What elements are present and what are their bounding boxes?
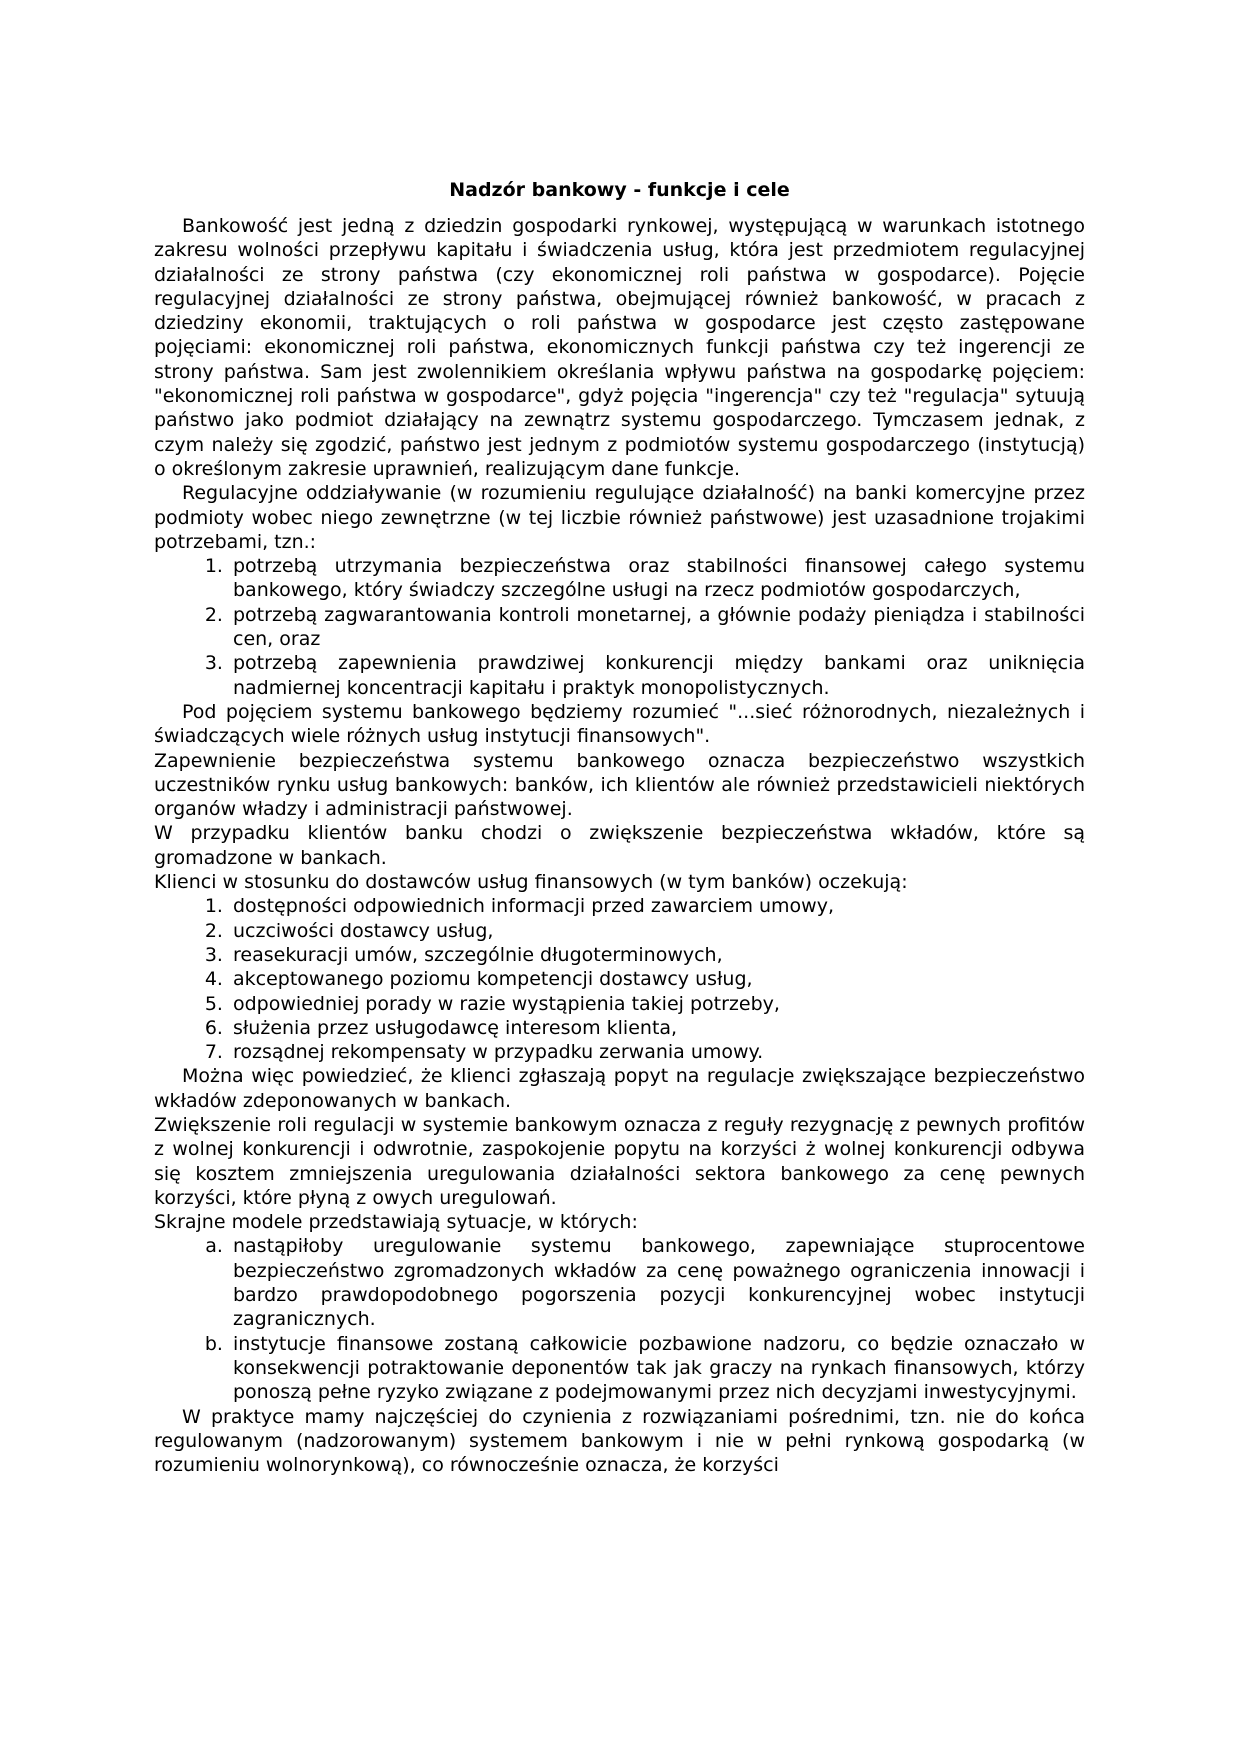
paragraph-demand-for-regulation: Można więc powiedzieć, że klienci zgłaszają popyt na regulacje zwiększające bezpieczeństwo wkładów zdeponowanych w bankach. bbox=[154, 1065, 1085, 1112]
list-item: 7. rozsądnej rekompensaty w przypadku zerwania umowy. bbox=[229, 1040, 1085, 1064]
list-item: a. nastąpiłoby uregulowanie systemu bankowego, zapewniające stuprocentowe bezpieczeństwo zgromadzonych wkładów za cenę poważnego ograniczenia innowacji i bardzo prawdopodobnego pogorszenia pozycji konkurencyjnej wobec instytucji zagranicznych. bbox=[229, 1234, 1085, 1331]
paragraph-client-expectations: Klienci w stosunku do dostawców usług finansowych (w tym banków) oczekują: bbox=[154, 871, 908, 894]
paragraph-extreme-models: Skrajne modele przedstawiają sytuacje, w których: bbox=[154, 1211, 638, 1234]
expectations-list bbox=[154, 894, 1085, 1064]
extreme-models-list bbox=[154, 1234, 1085, 1404]
paragraph-banking-intro: Bankowość jest jedną z dziedzin gospodarki rynkowej, występującą w warunkach istotnego zakresu wolności przepływu kapitału i świadczenia usług, która jest przedmiotem regulacyjnej działalności ze strony państwa (czy ekonomicznej roli państwa w gospodarce). Pojęcie regulacyjnej działalności ze strony państwa, obejmującej również bankowość, w pracach z dziedziny ekonomii, traktujących o roli państwa w gospodarce jest często zastępowane pojęciami: ekonomicznej roli państwa, ekonomicznych funkcji państwa czy też ingerencji ze strony państwa. Sam jest zwolennikiem określania wpływu państwa na gospodarkę pojęciem: "ekonomicznej roli państwa w gospodarce", gdyż pojęcia "ingerencja" czy też "regulacja" sytuują państwo jako podmiot działający na zewnątrz systemu gospodarczego. Tymczasem jednak, z czym należy się zgodzić, państwo jest jednym z podmiotów systemu gospodarczego (instytucją) o określonym zakresie uprawnień, realizującym dane funkcje. bbox=[154, 215, 1085, 480]
paragraph-banking-system-definition: Pod pojęciem systemu bankowego będziemy rozumieć "...sieć różnorodnych, niezależnych i świadczących wiele różnych usług instytucji finansowych". bbox=[154, 700, 1085, 748]
document-title: Nadzór bankowy - funkcje i cele bbox=[449, 179, 790, 201]
list-item: 4. akceptowanego poziomu kompetencji dostawcy usług, bbox=[229, 967, 1085, 991]
list-item: b. instytucje finansowe zostaną całkowicie pozbawione nadzoru, co będzie oznaczało w konsekwencji potraktowanie deponentów tak jak graczy na rynkach finansowych, którzy ponoszą pełne ryzyko związane z podejmowanymi przez nich decyzjami inwestycyjnymi. bbox=[229, 1332, 1085, 1405]
paragraph-regulatory-impact: Regulacyjne oddziaływanie (w rozumieniu regulujące działalność) na banki komercyjne przez podmioty wobec niego zewnętrzne (w tej liczbie również państwowe) jest uzasadnione trojakimi potrzebami, tzn.: bbox=[154, 482, 1085, 553]
list-item: 3. reasekuracji umów, szczególnie długoterminowych, bbox=[229, 943, 1085, 967]
document-page bbox=[154, 178, 1085, 1477]
list-item: 1. potrzebą utrzymania bezpieczeństwa oraz stabilności finansowej całego systemu bankowego, który świadczy szczególne usługi na rzecz podmiotów gospodarczych, bbox=[229, 554, 1085, 603]
needs-list bbox=[154, 554, 1085, 700]
paragraph-client-deposits: W przypadku klientów banku chodzi o zwiększenie bezpieczeństwa wkładów, które są gromadzone w bankach. bbox=[154, 822, 1085, 869]
paragraph-regulation-tradeoff: Zwiększenie roli regulacji w systemie bankowym oznacza z reguły rezygnację z pewnych profitów z wolnej konkurencji i odwrotnie, zaspokojenie popytu na korzyści ż wolnej konkurencji odbywa się kosztem zmniejszenia uregulowania działalności sektora bankowego za cenę pewnych korzyści, które płyną z owych uregulowań. bbox=[154, 1113, 1085, 1209]
paragraph-system-security: Zapewnienie bezpieczeństwa systemu bankowego oznacza bezpieczeństwo wszystkich uczestników rynku usług bankowych: banków, ich klientów ale również przedstawicieli niektórych organów władzy i administracji państwowej. bbox=[154, 749, 1085, 821]
list-item: 1. dostępności odpowiednich informacji przed zawarciem umowy, bbox=[229, 894, 1085, 918]
list-item: 2. uczciwości dostawcy usług, bbox=[229, 919, 1085, 943]
list-item: 2. potrzebą zagwarantowania kontroli monetarnej, a głównie podaży pieniądza i stabilności cen, oraz bbox=[229, 603, 1085, 652]
list-item: 5. odpowiedniej porady w razie wystąpienia takiej potrzeby, bbox=[229, 992, 1085, 1016]
paragraph-intermediate-solutions: W praktyce mamy najczęściej do czynienia z rozwiązaniami pośrednimi, tzn. nie do końca regulowanym (nadzorowanym) systemem bankowym i nie w pełni rynkową gospodarką (w rozumieniu wolnorynkową), co równocześnie oznacza, że korzyści bbox=[154, 1405, 1085, 1477]
list-item: 3. potrzebą zapewnienia prawdziwej konkurencji między bankami oraz uniknięcia nadmiernej koncentracji kapitału i praktyk monopolistycznych. bbox=[229, 651, 1085, 700]
list-item: 6. służenia przez usługodawcę interesom klienta, bbox=[229, 1016, 1085, 1040]
